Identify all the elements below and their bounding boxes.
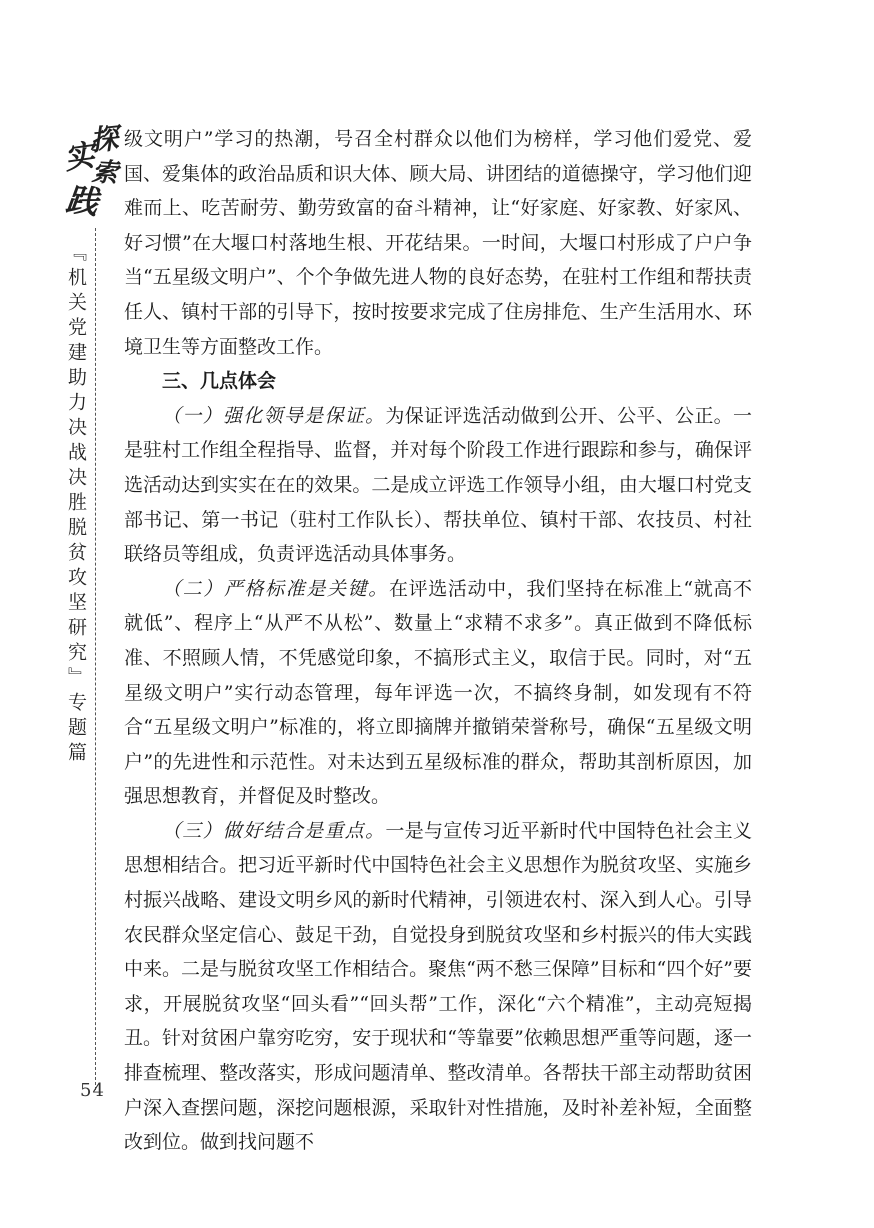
paragraph — [124, 814, 752, 1160]
paragraph-body: 一是与宣传习近平新时代中国特色社会主义思想相结合。把习近平新时代中国特色社会主义思想作为脱贫攻坚、实施乡村振兴战略、建设文明乡风的新时代精神，引领进农村、深入到人心。引导农民群众坚定信心、鼓足干劲，自觉投身到脱贫攻坚和乡村振兴的伟大实践中来。二是与脱贫攻坚工作相结合。聚焦“两不愁三保障”目标和“四个好”要求，开展脱贫攻坚“回头看”“回头帮”工作，深化“六个精准”，主动亮短揭丑。针对贫困户靠穷吃穷，安于现状和“等靠要”依赖思想严重等问题，逐一排查梳理、整改落实，形成问题清单、整改清单。各帮扶干部主动帮助贫困户深入查摆问题，深挖问题根源，采取针对性措施，及时补差补短，全面整改到位。做到找问题不 — [124, 819, 752, 1154]
paragraph-body: 在评选活动中，我们坚持在标准上“就高不就低”、程序上“从严不从松”、数量上“求精不求多”。真正做到不降低标准、不照顾人情，不凭感觉印象，不搞形式主义，取信于民。同时，对“五星级文明户”实行动态管理，每年评选一次，不搞终身制，如发现有不符合“五星级文明户”标准的，将立即摘牌并撤销荣誉称号，确保“五星级文明户”的先进性和示范性。对未达到五星级标准的群众，帮助其剖析原因，加强思想教育，并督促及时整改。 — [124, 577, 752, 808]
series-title: 『机关党建助力决战决胜脱贫攻坚研究』专题篇 — [65, 242, 87, 767]
paragraph-lead: （二）严格标准是关键。 — [162, 577, 389, 600]
brand-char: 践 — [63, 180, 100, 222]
margin-divider — [95, 228, 96, 1090]
paragraph-lead: （三）做好结合是重点。 — [162, 819, 386, 842]
brand-char: 实 — [62, 138, 97, 177]
paragraph — [124, 572, 752, 814]
brand-char: 索 — [90, 157, 119, 189]
brand-char: 探 — [88, 121, 120, 158]
paragraph-body: 为保证评选活动做到公开、公平、公正。一是驻村工作组全程指导、监督，并对每个阶段工作进行跟踪和参与，确保评选活动达到实实在在的效果。二是成立评选工作领导小组，由大堰口村党支部书记、第一书记（驻村工作队长）、帮扶单位、镇村干部、农技员、村社联络员等组成，负责评选活动具体事务。 — [124, 404, 752, 566]
paragraph-continuation: 级文明户”学习的热潮，号召全村群众以他们为榜样，学习他们爱党、爱国、爱集体的政治品质和识大体、顾大局、讲团结的道德操守，学习他们迎难而上、吃苦耐劳、勤劳致富的奋斗精神，让“好家庭、好家教、好家风、好习惯”在大堰口村落地生根、开花结果。一时间，大堰口村形成了户户争当“五星级文明户”、个个争做先进人物的良好态势，在驻村工作组和帮扶责任人、镇村干部的引导下，按时按要求完成了住房排危、生产生活用水、环境卫生等方面整改工作。 — [124, 128, 752, 358]
body-text — [124, 122, 752, 1160]
brand-logo — [62, 118, 120, 228]
paragraph — [124, 399, 752, 572]
section-heading: 三、几点体会 — [162, 370, 277, 393]
page-sidebar — [62, 118, 120, 1108]
paragraph-lead: （一）强化领导是保证。 — [162, 404, 386, 427]
page-number: 54 — [80, 1080, 105, 1101]
